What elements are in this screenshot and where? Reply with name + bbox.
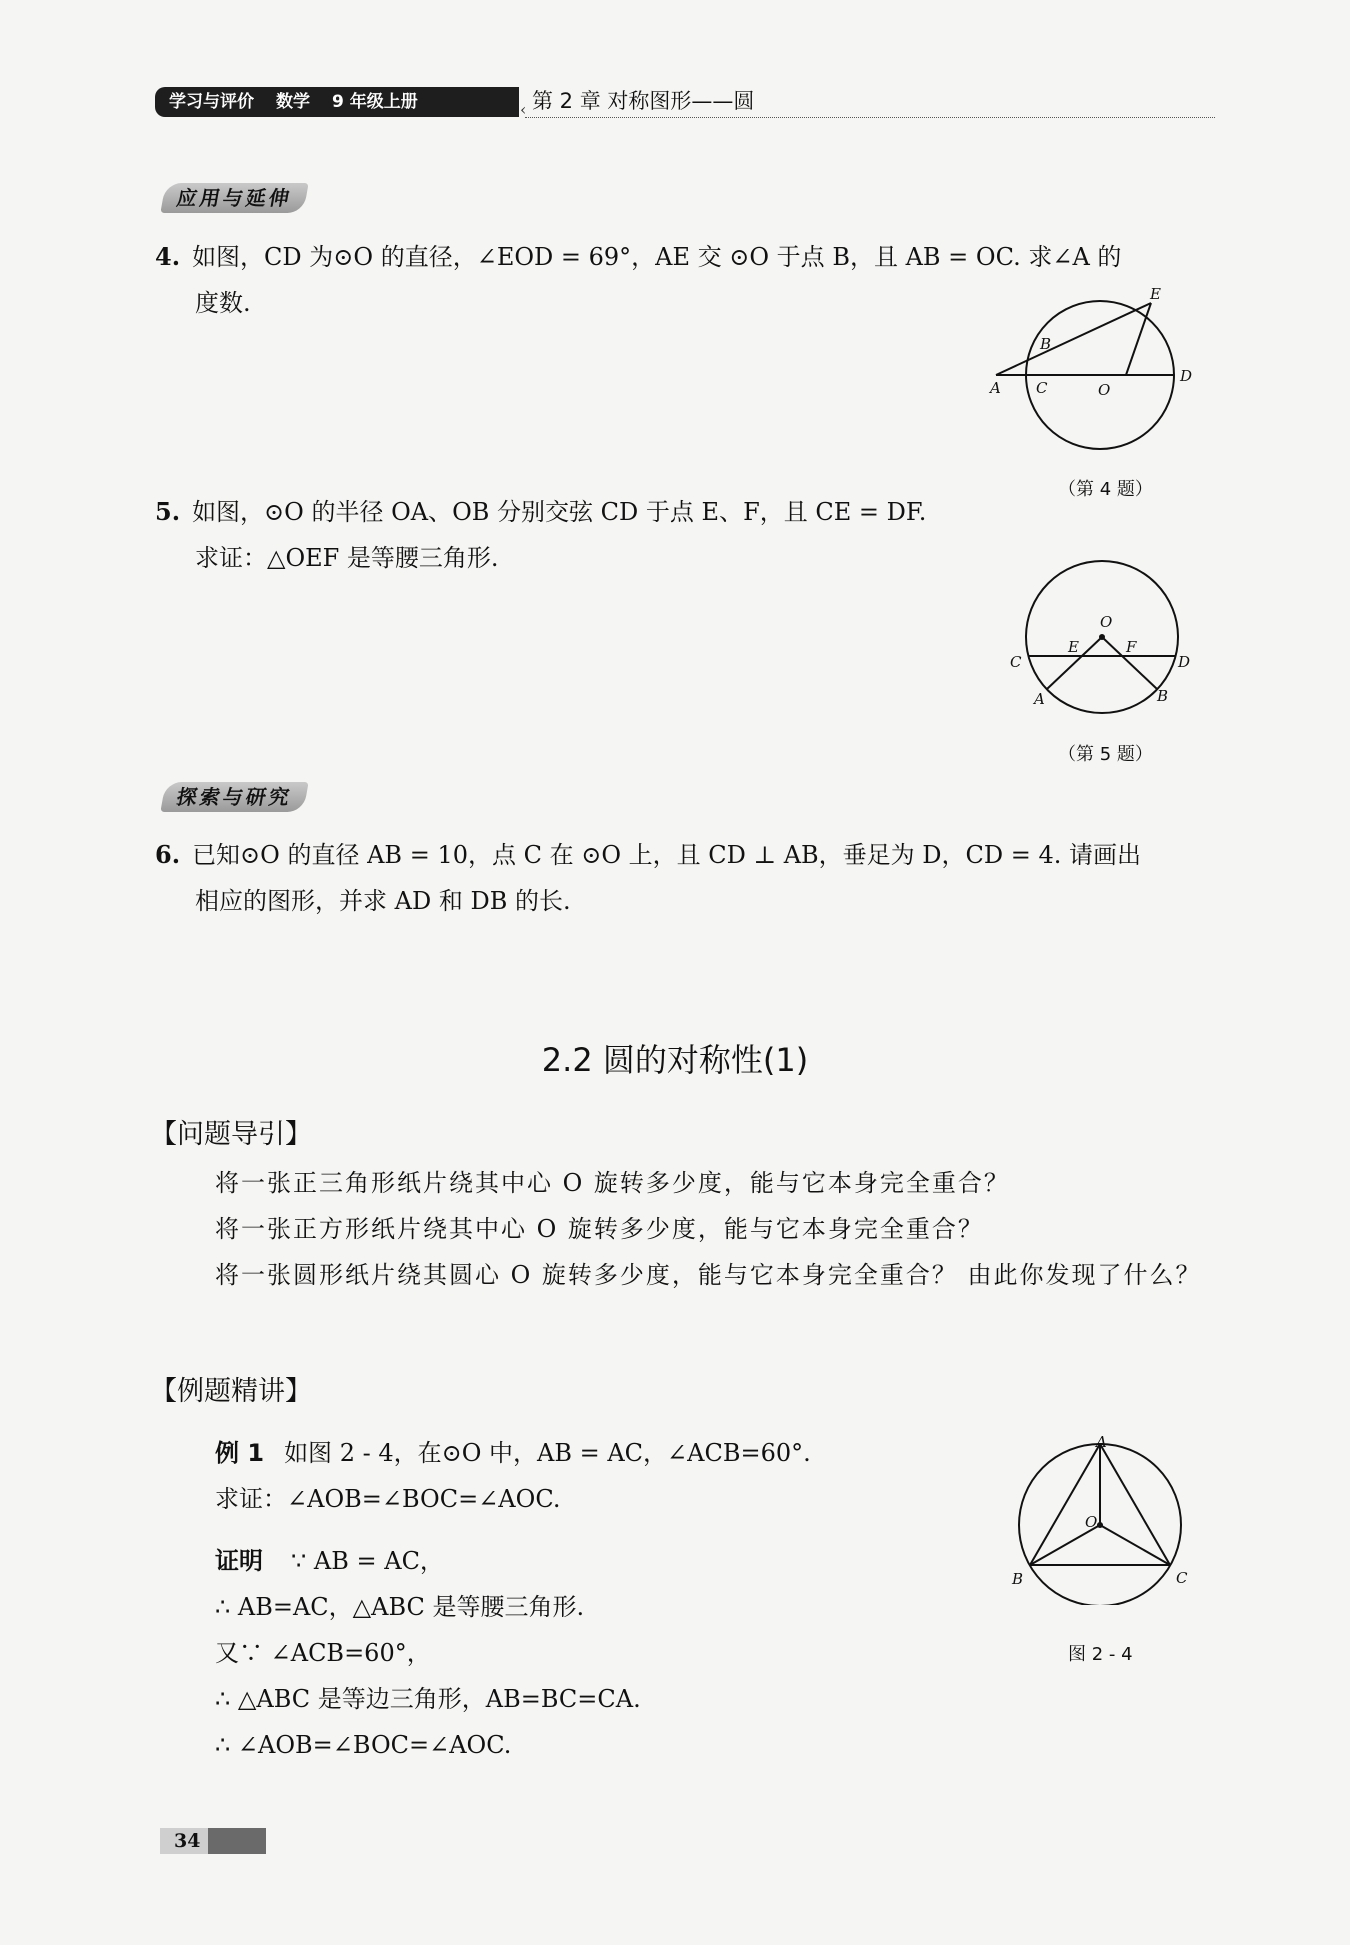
question-4-number: 4. — [155, 242, 181, 271]
proof-line-5: ∴ ∠AOB=∠BOC=∠AOC. — [215, 1731, 512, 1759]
header-arrow-icon: ‹ — [520, 100, 527, 119]
question-5-caption: （第 5 题） — [1058, 744, 1153, 765]
q4-label-a: A — [990, 379, 1001, 397]
header-subject: 数学 — [276, 92, 310, 112]
proof-label: 证明 — [215, 1547, 263, 1575]
guide-line-1: 将一张正三角形纸片绕其中心 O 旋转多少度，能与它本身完全重合？ — [215, 1169, 1010, 1197]
q4-label-b: B — [1040, 335, 1052, 353]
question-5-number: 5. — [155, 497, 181, 526]
example-heading: 【例题精讲】 — [150, 1376, 312, 1407]
question-6-number: 6. — [155, 840, 181, 869]
header-chapter: 第 2 章 对称图形——圆 — [532, 89, 755, 113]
example-label: 例 1 — [215, 1439, 265, 1467]
proof-because: ∵ AB = AC， — [291, 1547, 444, 1575]
question-6-line1: 已知⊙O 的直径 AB = 10，点 C 在 ⊙O 上，且 CD ⊥ AB，垂足为 D，CD = 4. 请画出 — [192, 841, 1142, 869]
header-series-bar — [155, 87, 519, 117]
example-line-1 — [215, 1430, 811, 1476]
q5-label-f: F — [1126, 638, 1137, 656]
q4-label-o: O — [1098, 381, 1111, 399]
question-4-caption: （第 4 题） — [1058, 479, 1153, 500]
question-4-figure — [980, 285, 1230, 460]
question-5-line2: 求证：△OEF 是等腰三角形. — [195, 544, 499, 572]
question-5 — [155, 490, 926, 534]
example-figure-caption: 图 2 - 4 — [1068, 1644, 1133, 1665]
guide-line-3: 将一张圆形纸片绕其圆心 O 旋转多少度，能与它本身完全重合？ 由此你发现了什么？ — [215, 1261, 1202, 1289]
proof-line-1 — [215, 1538, 444, 1584]
guide-heading: 【问题导引】 — [150, 1119, 312, 1150]
section-apply-badge: 应用与延伸 — [160, 183, 308, 213]
proof-line-2: ∴ AB=AC，△ABC 是等腰三角形. — [215, 1593, 585, 1621]
header-grade: 9 年级上册 — [332, 92, 418, 112]
question-4-line1: 如图，CD 为⊙O 的直径，∠EOD = 69°，AE 交 ⊙O 于点 B，且 AB = OC. 求∠A 的 — [192, 243, 1122, 271]
question-5-line1: 如图，⊙O 的半径 OA、OB 分别交弦 CD 于点 E、F，且 CE = DF. — [192, 498, 927, 526]
guide-line-2: 将一张正方形纸片绕其中心 O 旋转多少度，能与它本身完全重合？ — [215, 1215, 984, 1243]
question-6 — [155, 833, 1141, 877]
example-figure — [1000, 1435, 1210, 1605]
q5-label-o: O — [1100, 613, 1113, 631]
question-5-figure — [1000, 555, 1210, 720]
q5-label-b: B — [1157, 687, 1169, 705]
question-4-line2: 度数. — [195, 289, 251, 317]
page-number: 34 — [160, 1828, 266, 1854]
example-statement: 如图 2 - 4，在⊙O 中，AB = AC，∠ACB=60°. — [284, 1439, 811, 1467]
q4-label-e: E — [1150, 285, 1161, 303]
example-label-c: C — [1176, 1569, 1188, 1587]
q5-label-a: A — [1034, 690, 1045, 708]
question-4 — [155, 235, 1121, 279]
example-label-b: B — [1012, 1570, 1024, 1588]
q5-label-e: E — [1068, 638, 1079, 656]
section-explore-badge: 探索与研究 — [160, 782, 308, 812]
example-label-a: A — [1096, 1435, 1107, 1451]
lesson-title: 2.2 圆的对称性(1) — [541, 1041, 809, 1079]
example-line-2: 求证：∠AOB=∠BOC=∠AOC. — [215, 1485, 561, 1513]
q4-label-d: D — [1180, 367, 1193, 385]
q5-label-d: D — [1178, 653, 1191, 671]
example-label-o: O — [1085, 1513, 1098, 1531]
q4-label-c: C — [1036, 379, 1048, 397]
q5-label-c: C — [1010, 653, 1022, 671]
proof-line-3: 又∵ ∠ACB=60°， — [215, 1639, 431, 1667]
header-rule — [525, 117, 1215, 118]
proof-line-4: ∴ △ABC 是等边三角形，AB=BC=CA. — [215, 1685, 641, 1713]
question-6-line2: 相应的图形，并求 AD 和 DB 的长. — [195, 887, 571, 915]
header-series: 学习与评价 — [169, 92, 254, 112]
